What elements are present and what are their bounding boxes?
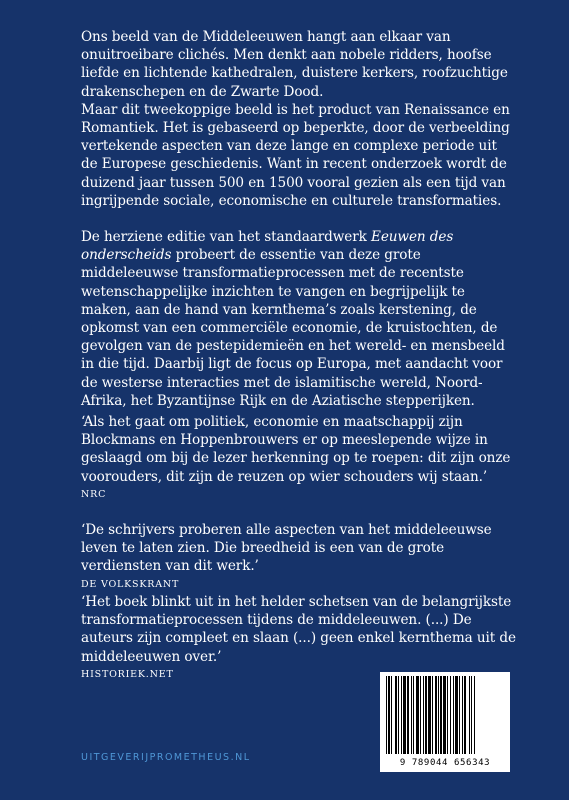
intro-paragraph-1: Ons beeld van de Middeleeuwen hangt aan elkaar van onuitroeibare clichés. Men denkt aan nobele ridders, hoofse liefde en lichtende kathedralen, duistere kerkers, roofzuchtige drakenschepen en de Zwarte Dood. (81, 29, 508, 100)
quote-text: ‘Het boek blinkt uit in het helder schetsen van de belangrijkste transformatieprocessen tijdens de middeleeuwen. (...) De auteurs zijn compleet en slaan (...) geen enkel kernthema uit de middeleeuwen over.’ (81, 594, 516, 665)
edition-paragraph (81, 228, 511, 410)
intro-paragraph-2: Maar dit tweekoppige beeld is het product van Renaissance en Romantiek. Het is gebaseerd op beperkte, door de verbeelding vertekende aspecten van deze lange en complexe periode uit de Europese geschiedenis. Want in recent onderzoek wordt de duizend jaar tussen 500 en 1500 vooral gezien als een tijd van ingrijpende sociale, economische en culturele transformaties. (81, 101, 510, 209)
review-quote (81, 521, 521, 592)
edition-prefix: De herziene editie van het standaardwerk (81, 229, 371, 245)
barcode-number: 9 789044 656343 (399, 758, 491, 768)
edition-suffix: probeert de essentie van deze grote middeleeuwse transformatieprocessen met de recentste wetenschappelijke inzichten te vangen en begrijpelijk te maken, aan de hand van kernthema’s zoals kerstening, de opkomst van een commerciële economie, de kruistochten, de gevolgen van de pestepidemieën en het wereld- en mensbeeld in die tijd. Daarbij ligt de focus op Europa, met aandacht voor de westerse interacties met de islamitische wereld, Noord-Afrika, het Byzantijnse Rijk en de Aziatische stepperijken. (81, 247, 505, 409)
quote-source: NRC (81, 488, 107, 500)
quote-source: HISTORIEK.NET (81, 668, 174, 680)
review-quote (81, 413, 521, 502)
review-quote (81, 593, 521, 682)
intro-text (81, 28, 511, 210)
quote-source: DE VOLKSKRANT (81, 578, 180, 590)
quote-text: ‘De schrijvers proberen alle aspecten van het middeleeuwse leven te laten zien. Die breedheid is een van de grote verdiensten van dit werk.’ (81, 522, 492, 575)
book-title: Eeuwen des onderscheids (81, 229, 454, 264)
barcode-bars (384, 676, 506, 754)
quote-text: ‘Als het gaat om politiek, economie en maatschappij zijn Blockmans en Hoppenbrouwers er op meeslepende wijze in geslaagd om bij de lezer herkenning op te roepen: dit zijn onze voorouders, dit zijn de reuzen op wier schouders wij staan.’ (81, 414, 511, 485)
barcode (380, 672, 510, 772)
publisher-url[interactable]: UITGEVERIJPROMETHEUS.NL (81, 752, 251, 763)
